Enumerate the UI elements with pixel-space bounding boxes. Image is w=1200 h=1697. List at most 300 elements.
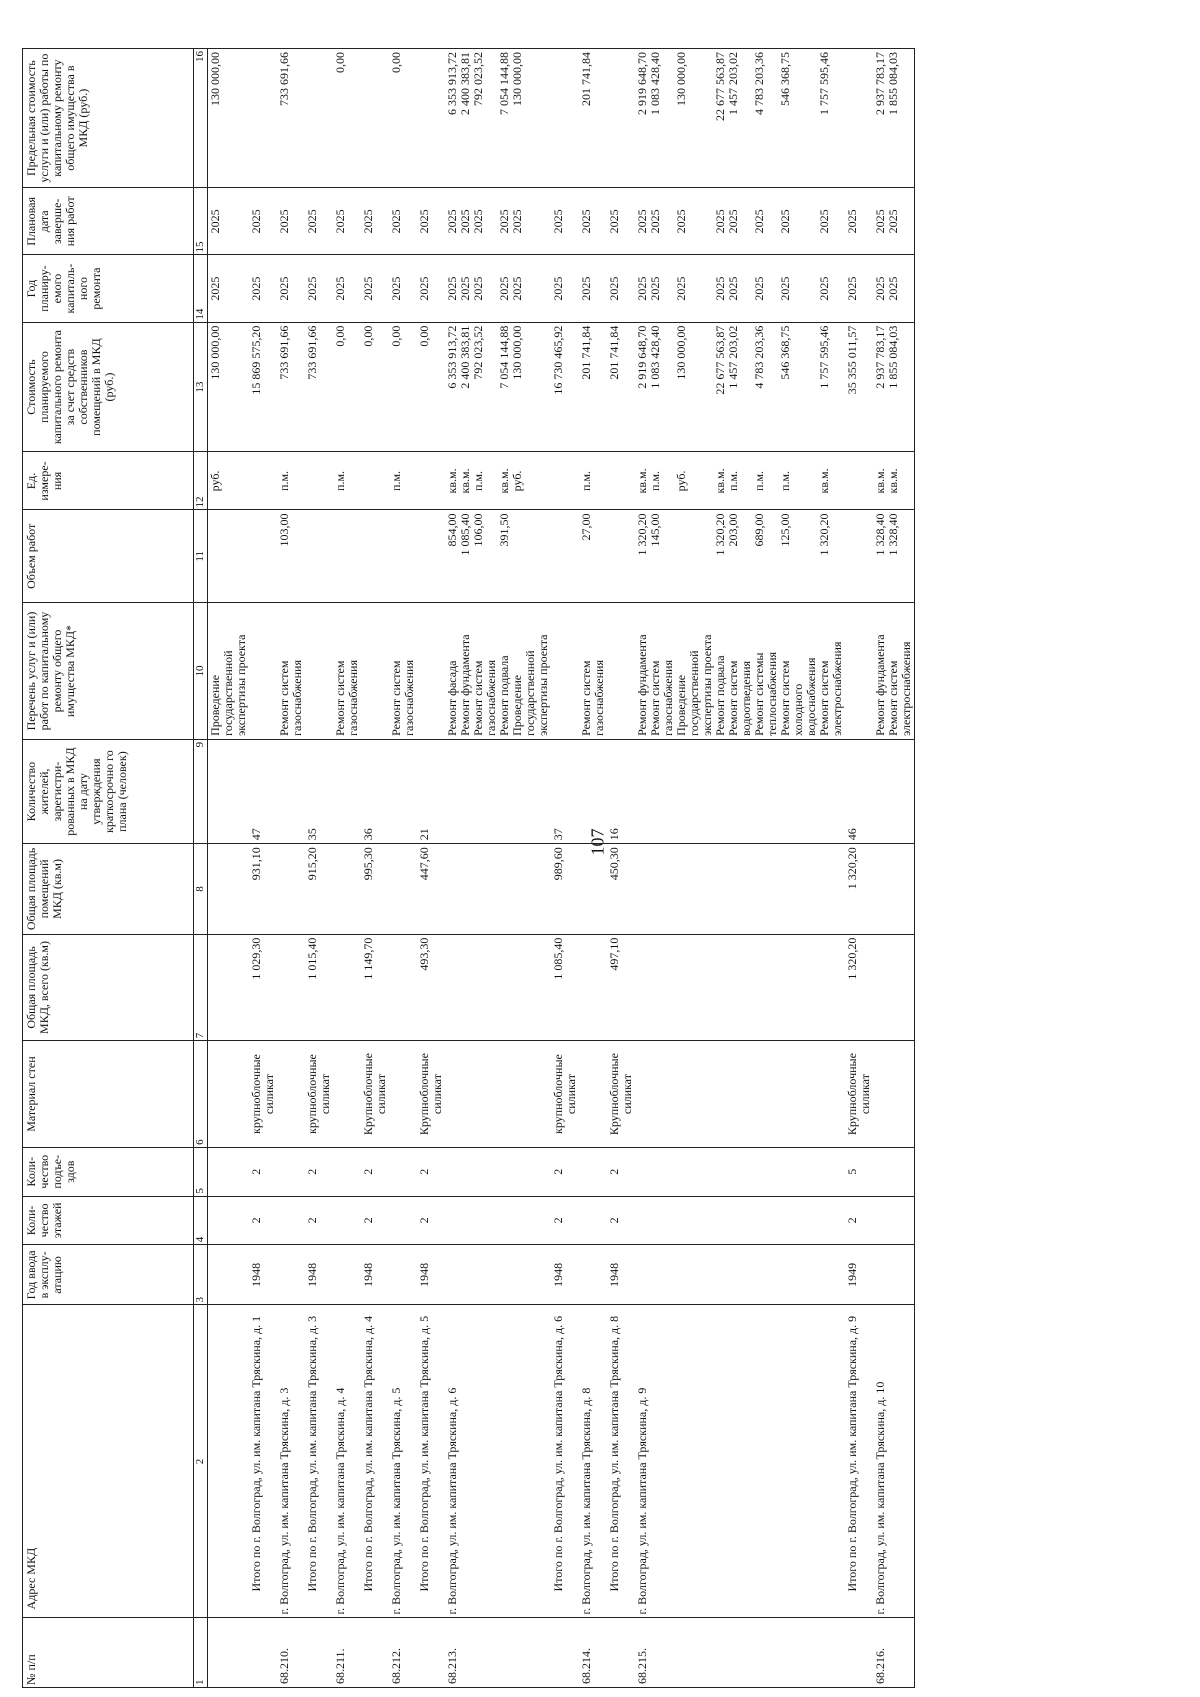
header-cell: Материал стен (23, 1041, 194, 1148)
limit-cost-value: 733 691,66 (277, 52, 291, 106)
residents-cell (277, 739, 305, 843)
plan-year-cell: 2025 (551, 255, 579, 322)
limit-cost-value: 2 937 783,17 (873, 52, 887, 115)
address-cell: г. Волгоград, ул. им. капитана Тряскина, д. 6 (445, 1305, 551, 1618)
works-cell (873, 603, 915, 740)
years-cell (208, 255, 250, 322)
item-number: 68.210. (277, 1618, 305, 1688)
material-cell (389, 1041, 417, 1148)
plan-date-value: 2025 (886, 209, 900, 234)
year-cell: 1948 (417, 1245, 445, 1305)
unit-value: кв.м. (873, 468, 887, 494)
residents-cell: 16 (607, 739, 635, 843)
plan-date-value: 2025 (458, 209, 472, 234)
empty-cell (607, 1618, 635, 1688)
plan-year-value: 2025 (873, 276, 887, 301)
header-cell: Коли-чество подъе-здов (23, 1147, 194, 1196)
plan-year-value: 2025 (635, 276, 649, 301)
floors-cell (208, 1196, 250, 1245)
header-cell: Ед. измере-ния (23, 452, 194, 510)
dates-cell (873, 188, 915, 255)
limit-cost-value: 130 000,00 (510, 52, 524, 106)
costs-cell (635, 322, 845, 452)
unit-value: руб. (674, 470, 688, 492)
limits-cell (579, 49, 607, 188)
work-item: Ремонт подвала (713, 655, 727, 736)
empty-cell (361, 452, 389, 510)
plan-year-value: 2025 (445, 276, 459, 301)
work-item: Ремонт фундамента (635, 634, 649, 736)
area-rooms-cell (389, 844, 417, 934)
plan-year-value: 2025 (333, 276, 347, 301)
floors-cell (873, 1196, 915, 1245)
residents-cell (208, 739, 250, 843)
column-number-row (194, 49, 208, 1688)
unit-value: кв.м. (886, 468, 900, 494)
cost-value: 2 400 383,81 (458, 325, 472, 389)
volume-value: 689,00 (752, 513, 766, 547)
area-rooms-cell: 447,60 (417, 844, 445, 934)
empty-cell (607, 510, 635, 603)
works-cell (333, 603, 361, 740)
total-row (249, 49, 277, 1688)
entrances-cell: 2 (361, 1147, 389, 1196)
material-cell: Крупноблочные силикат (845, 1041, 873, 1148)
dates-cell (579, 188, 607, 255)
empty-cell (305, 452, 333, 510)
units-cell (579, 452, 607, 510)
plan-year-value: 2025 (674, 276, 688, 301)
units-cell (389, 452, 417, 510)
header-cell: № п/п (23, 1618, 194, 1688)
plan-year-cell: 2025 (305, 255, 333, 322)
work-item: Ремонт систем водоотведения (726, 660, 753, 736)
works-cell (635, 603, 845, 740)
area-total-cell (277, 934, 305, 1041)
plan-date-value: 2025 (778, 209, 792, 234)
cost-value: 2 937 783,17 (873, 325, 887, 389)
area-rooms-cell (635, 844, 845, 934)
cost-value: 2 919 648,70 (635, 325, 649, 389)
entrances-cell (389, 1147, 417, 1196)
work-row (389, 49, 417, 1688)
entrances-cell (635, 1147, 845, 1196)
limit-cost-value: 130 000,00 (208, 52, 222, 106)
plan-date-cell: 2025 (305, 188, 333, 255)
empty-cell (305, 49, 333, 188)
cost-value: 1 757 595,46 (817, 325, 831, 389)
empty-cell (607, 452, 635, 510)
years-cell (579, 255, 607, 322)
address-cell: г. Волгоград, ул. им. капитана Тряскина, д. 10 (873, 1305, 915, 1618)
header-cell: Год планиру-емого капиталь-ного ремонта (23, 255, 194, 322)
plan-date-value: 2025 (208, 209, 222, 234)
entrances-cell (873, 1147, 915, 1196)
work-item: Ремонт систем газоснабжения (471, 660, 498, 736)
year-cell: 1949 (845, 1245, 873, 1305)
empty-cell (417, 603, 445, 740)
unit-value: п.м. (277, 470, 291, 491)
limits-cell (277, 49, 305, 188)
empty-cell (305, 603, 333, 740)
work-item: Проведение государственной экспертизы проекта (674, 634, 714, 736)
area-rooms-cell (277, 844, 305, 934)
total-label: Итого по г. Волгоград, ул. им. капитана Тряскина, д. 8 (607, 1305, 635, 1618)
plan-date-value: 2025 (389, 209, 403, 234)
floors-cell: 2 (551, 1196, 579, 1245)
header-cell: Коли-чество этажей (23, 1196, 194, 1245)
entrances-cell (445, 1147, 551, 1196)
years-cell (333, 255, 361, 322)
costs-cell (873, 322, 915, 452)
entrances-cell (208, 1147, 250, 1196)
units-cell (333, 452, 361, 510)
column-number: 6 (194, 1041, 208, 1148)
header-cell: Плановая дата заверше-ния работ (23, 188, 194, 255)
material-cell (635, 1041, 845, 1148)
unit-value: руб. (208, 470, 222, 492)
item-number: 68.214. (579, 1618, 607, 1688)
entrances-cell: 2 (305, 1147, 333, 1196)
total-row (845, 49, 873, 1688)
column-number: 10 (194, 603, 208, 740)
volume-value: 1 320,20 (713, 513, 727, 556)
volumes-cell (389, 510, 417, 603)
work-row (873, 49, 915, 1688)
costs-cell (389, 322, 417, 452)
address-cell (208, 1305, 250, 1618)
plan-date-value: 2025 (277, 209, 291, 234)
entrances-cell (333, 1147, 361, 1196)
work-row (635, 49, 845, 1688)
plan-date-value: 2025 (817, 209, 831, 234)
limits-cell (208, 49, 250, 188)
year-cell (208, 1245, 250, 1305)
year-cell: 1948 (249, 1245, 277, 1305)
plan-year-cell: 2025 (361, 255, 389, 322)
units-cell (277, 452, 305, 510)
volume-value (390, 513, 416, 599)
unit-value: кв.м. (635, 468, 649, 494)
address-cell: г. Волгоград, ул. им. капитана Тряскина, д. 3 (277, 1305, 305, 1618)
material-cell (579, 1041, 607, 1148)
volumes-cell (445, 510, 551, 603)
material-cell: крупноблочные силикат (305, 1041, 333, 1148)
year-cell (635, 1245, 845, 1305)
works-cell (389, 603, 417, 740)
dates-cell (635, 188, 845, 255)
unit-value: п.м. (333, 470, 347, 491)
address-cell: г. Волгоград, ул. им. капитана Тряскина, д. 9 (635, 1305, 845, 1618)
year-cell (333, 1245, 361, 1305)
column-number: 15 (194, 188, 208, 255)
cost-value: 7 054 144,88 (497, 325, 511, 389)
volume-value (209, 513, 248, 599)
plan-year-cell: 2025 (607, 255, 635, 322)
area-rooms-cell (579, 844, 607, 934)
cost-value: 130 000,00 (510, 325, 524, 380)
volumes-cell (277, 510, 305, 603)
residents-cell: 47 (249, 739, 277, 843)
column-number: 16 (194, 49, 208, 188)
area-total-cell (445, 934, 551, 1041)
volume-value: 391,50 (497, 513, 511, 547)
cost-value: 1 083 428,40 (648, 325, 662, 389)
volumes-cell (579, 510, 607, 603)
years-cell (635, 255, 845, 322)
unit-value: кв.м. (445, 468, 459, 494)
limit-cost-value: 0,00 (333, 52, 347, 73)
header-cell: Общая площадь помещений МКД (кв.м) (23, 844, 194, 934)
limit-cost-value: 2 400 383,81 (458, 52, 472, 115)
work-item: Ремонт систем холодного водоснабжения (778, 657, 818, 736)
residents-cell: 35 (305, 739, 333, 843)
residents-cell (445, 739, 551, 843)
empty-cell (845, 510, 873, 603)
column-number: 14 (194, 255, 208, 322)
unit-value: руб. (510, 470, 524, 492)
volume-value: 125,00 (778, 513, 792, 547)
rotated-page (22, 18, 1182, 1688)
plan-year-value: 2025 (579, 276, 593, 301)
limit-cost-value: 1 083 428,40 (648, 52, 662, 115)
limit-cost-value: 1 855 084,03 (886, 52, 900, 115)
floors-cell: 2 (607, 1196, 635, 1245)
plan-year-cell: 2025 (417, 255, 445, 322)
year-cell (579, 1245, 607, 1305)
material-cell: крупноблочные силикат (249, 1041, 277, 1148)
total-cost-cell: 0,00 (417, 322, 445, 452)
plan-date-value: 2025 (726, 209, 740, 234)
empty-cell (249, 510, 277, 603)
area-rooms-cell: 1 320,20 (845, 844, 873, 934)
residents-cell: 37 (551, 739, 579, 843)
costs-cell (208, 322, 250, 452)
years-cell (445, 255, 551, 322)
residents-cell (635, 739, 845, 843)
volume-value (511, 513, 550, 599)
residents-cell: 46 (845, 739, 873, 843)
dates-cell (389, 188, 417, 255)
empty-cell (551, 603, 579, 740)
column-number: 13 (194, 322, 208, 452)
works-cell (208, 603, 250, 740)
cost-value: 130 000,00 (674, 325, 688, 380)
area-rooms-cell: 989,60 (551, 844, 579, 934)
column-number: 11 (194, 510, 208, 603)
cost-value: 4 783 203,36 (752, 325, 766, 389)
empty-cell (845, 452, 873, 510)
empty-cell (845, 603, 873, 740)
limit-cost-value: 2 919 648,70 (635, 52, 649, 115)
area-rooms-cell: 931,10 (249, 844, 277, 934)
plan-date-cell: 2025 (551, 188, 579, 255)
plan-date-value: 2025 (648, 209, 662, 234)
year-cell: 1948 (361, 1245, 389, 1305)
area-total-cell: 1 015,40 (305, 934, 333, 1041)
limits-cell (389, 49, 417, 188)
plan-date-cell: 2025 (361, 188, 389, 255)
cost-value: 201 741,84 (579, 325, 593, 380)
plan-year-value: 2025 (726, 276, 740, 301)
empty-cell (249, 603, 277, 740)
empty-cell (361, 49, 389, 188)
unit-value: п.м. (471, 470, 485, 491)
limit-cost-value: 0,00 (389, 52, 403, 73)
works-cell (579, 603, 607, 740)
area-total-cell: 1 320,20 (845, 934, 873, 1041)
floors-cell: 2 (361, 1196, 389, 1245)
item-number: 68.215. (635, 1618, 845, 1688)
empty-cell (845, 49, 873, 188)
area-total-cell (635, 934, 845, 1041)
volume-value: 1 328,40 (873, 513, 887, 556)
empty-cell (551, 510, 579, 603)
total-label: Итого по г. Волгоград, ул. им. капитана Тряскина, д. 9 (845, 1305, 873, 1618)
total-row (607, 49, 635, 1688)
cost-value: 130 000,00 (208, 325, 222, 380)
cost-value: 1 457 203,02 (726, 325, 740, 389)
column-number: 7 (194, 934, 208, 1041)
residents-cell (579, 739, 607, 843)
cost-value: 733 691,66 (277, 325, 291, 380)
column-number: 2 (194, 1305, 208, 1618)
empty-cell (305, 1618, 333, 1688)
item-number: 68.216. (873, 1618, 915, 1688)
empty-cell (551, 1618, 579, 1688)
plan-year-value: 2025 (886, 276, 900, 301)
empty-cell (305, 510, 333, 603)
work-item: Проведение государственной экспертизы проекта (208, 634, 248, 736)
area-total-cell (208, 934, 250, 1041)
work-item: Ремонт систем электроснабжения (886, 641, 913, 736)
area-total-cell: 493,30 (417, 934, 445, 1041)
total-label: Итого по г. Волгоград, ул. им. капитана Тряскина, д. 3 (305, 1305, 333, 1618)
work-row (208, 49, 250, 1688)
total-row (305, 49, 333, 1688)
item-number (208, 1618, 250, 1688)
total-cost-cell: 0,00 (361, 322, 389, 452)
volume-value: 103,00 (277, 513, 291, 547)
material-cell (208, 1041, 250, 1148)
empty-cell (845, 1618, 873, 1688)
plan-year-cell: 2025 (845, 255, 873, 322)
empty-cell (361, 510, 389, 603)
work-item: Проведение государственной экспертизы проекта (510, 634, 550, 736)
volume-value: 1 320,20 (817, 513, 831, 556)
volumes-cell (208, 510, 250, 603)
dates-cell (333, 188, 361, 255)
material-cell (873, 1041, 915, 1148)
empty-cell (249, 49, 277, 188)
works-cell (277, 603, 305, 740)
cost-value: 792 023,52 (471, 325, 485, 380)
years-cell (389, 255, 417, 322)
costs-cell (579, 322, 607, 452)
unit-value: кв.м. (458, 468, 472, 494)
empty-cell (607, 603, 635, 740)
cost-value: 0,00 (333, 325, 347, 347)
plan-year-value: 2025 (752, 276, 766, 301)
material-cell (333, 1041, 361, 1148)
entrances-cell: 2 (551, 1147, 579, 1196)
cost-value: 0,00 (389, 325, 403, 347)
area-rooms-cell: 995,30 (361, 844, 389, 934)
limit-cost-value: 22 677 563,87 (713, 52, 727, 121)
area-rooms-cell (208, 844, 250, 934)
volume-value (334, 513, 360, 599)
page-number: 107 (587, 828, 608, 856)
empty-cell (551, 49, 579, 188)
address-cell: г. Волгоград, ул. им. капитана Тряскина, д. 4 (333, 1305, 361, 1618)
work-row (277, 49, 305, 1688)
unit-value: кв.м. (497, 468, 511, 494)
cost-value: 22 677 563,87 (713, 325, 727, 395)
material-cell: Крупноблочные силикат (361, 1041, 389, 1148)
floors-cell: 2 (845, 1196, 873, 1245)
work-item: Ремонт фасада (445, 660, 459, 736)
volume-value: 854,00 (445, 513, 459, 547)
column-number: 4 (194, 1196, 208, 1245)
residents-cell: 21 (417, 739, 445, 843)
total-cost-cell: 35 355 011,57 (845, 322, 873, 452)
units-cell (445, 452, 551, 510)
header-cell: Предельная стоимость услуги и (или) работы по капитальному ремонту общего имущества в МКД (руб.) (23, 49, 194, 188)
dates-cell (277, 188, 305, 255)
area-rooms-cell (333, 844, 361, 934)
floors-cell (389, 1196, 417, 1245)
plan-year-value: 2025 (778, 276, 792, 301)
material-cell: Крупноблочные силикат (607, 1041, 635, 1148)
works-cell (445, 603, 551, 740)
item-number: 68.212. (389, 1618, 417, 1688)
header-cell: Объем работ (23, 510, 194, 603)
volume-value: 145,00 (648, 513, 662, 547)
limit-cost-value: 6 353 913,72 (445, 52, 459, 115)
total-row (551, 49, 579, 1688)
plan-year-value: 2025 (389, 276, 403, 301)
empty-cell (417, 452, 445, 510)
capital-repair-table (22, 48, 915, 1688)
work-item: Ремонт подвала (497, 655, 511, 736)
empty-cell (249, 1618, 277, 1688)
plan-date-value: 2025 (873, 209, 887, 234)
plan-year-cell: 2025 (249, 255, 277, 322)
limit-cost-value: 1 457 203,02 (726, 52, 740, 115)
material-cell: крупноблочные силикат (551, 1041, 579, 1148)
work-row (333, 49, 361, 1688)
entrances-cell: 2 (249, 1147, 277, 1196)
floors-cell: 2 (249, 1196, 277, 1245)
volume-value: 27,00 (579, 513, 593, 541)
work-item: Ремонт систем газоснабжения (333, 660, 360, 736)
area-total-cell: 497,10 (607, 934, 635, 1041)
entrances-cell: 5 (845, 1147, 873, 1196)
plan-date-value: 2025 (674, 209, 688, 234)
plan-year-value: 2025 (497, 276, 511, 301)
plan-year-value: 2025 (510, 276, 524, 301)
address-cell: г. Волгоград, ул. им. капитана Тряскина, д. 5 (389, 1305, 417, 1618)
header-cell: Количество жителей, зарегистри-рованных в МКД на дату утверждения краткосрочно го плана (человек) (23, 739, 194, 843)
floors-cell: 2 (305, 1196, 333, 1245)
residents-cell (333, 739, 361, 843)
work-row (445, 49, 551, 1688)
empty-cell (551, 452, 579, 510)
residents-cell (873, 739, 915, 843)
empty-cell (361, 1618, 389, 1688)
volumes-cell (333, 510, 361, 603)
floors-cell (635, 1196, 845, 1245)
